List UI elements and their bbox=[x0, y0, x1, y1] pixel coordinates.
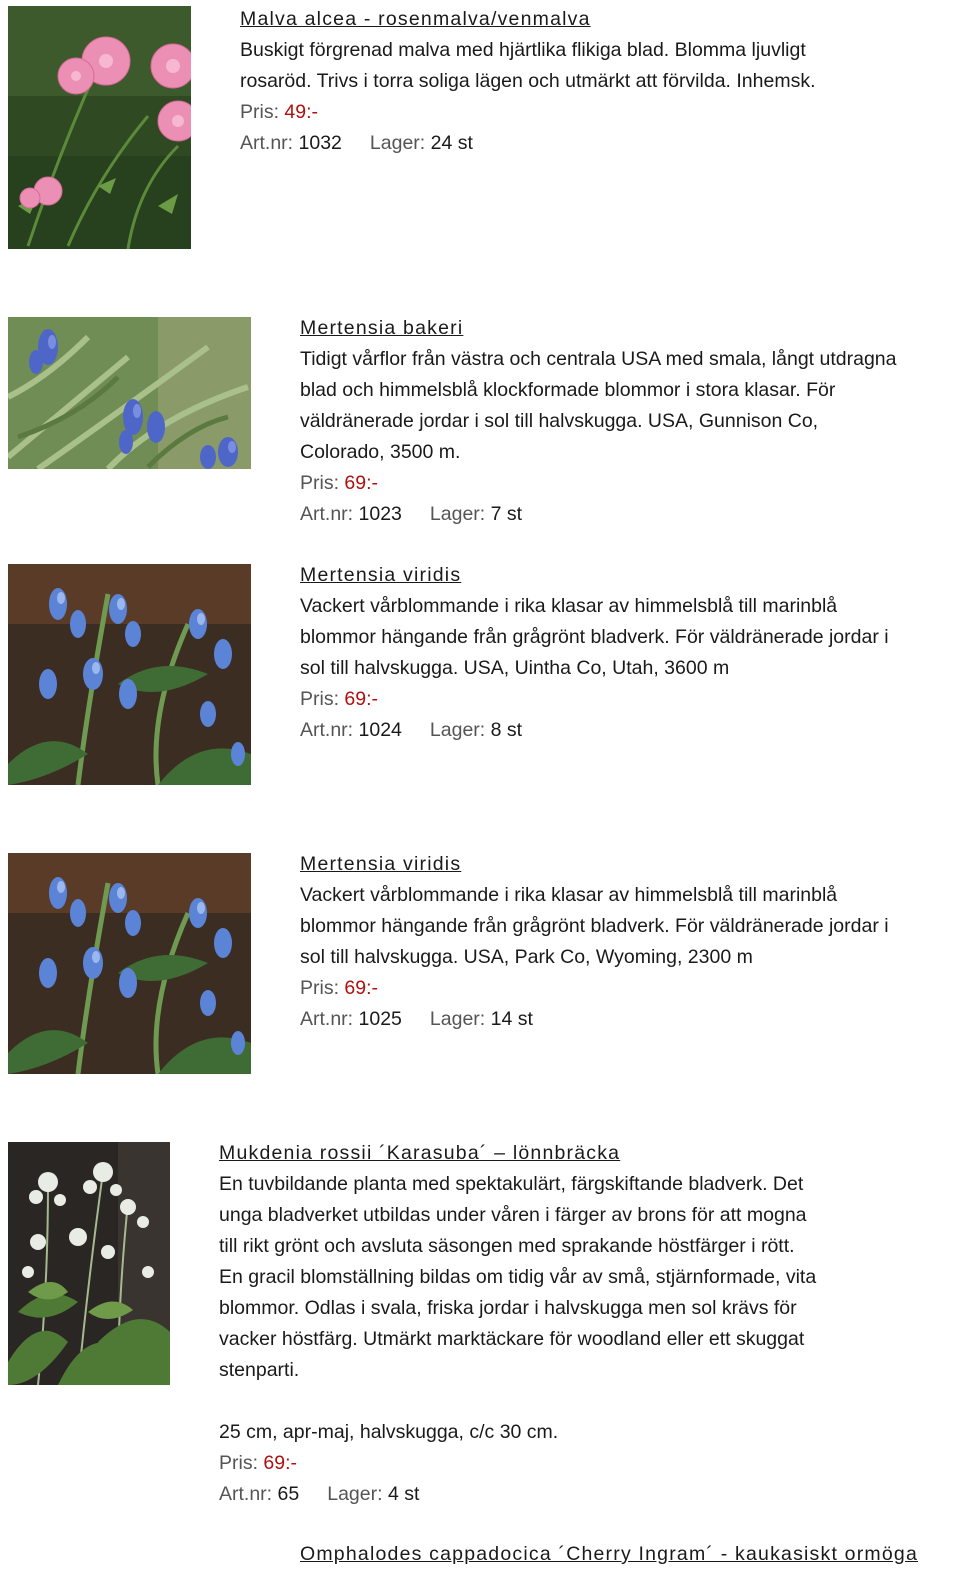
stock-value: 7 st bbox=[490, 503, 523, 525]
artnr-value: 1025 bbox=[358, 1008, 402, 1030]
product-description: Buskigt förgrenad malva med hjärtlika flikiga blad. Blomma ljuvligt rosaröd. Trivs i torra soliga lägen och utmärkt att förvilda. Inhemsk. bbox=[240, 39, 816, 92]
white-flower-image bbox=[8, 1142, 170, 1385]
stock-value: 14 st bbox=[490, 1008, 533, 1030]
stock-label: Lager: bbox=[429, 503, 486, 525]
pink-flower-image bbox=[8, 6, 191, 249]
stock-value: 4 st bbox=[387, 1483, 420, 1505]
product-specs: 25 cm, apr-maj, halvskugga, c/c 30 cm. bbox=[219, 1421, 559, 1443]
artnr-label: Art.nr: bbox=[300, 503, 354, 525]
artnr-value: 65 bbox=[277, 1483, 300, 1505]
artnr-label: Art.nr: bbox=[300, 1008, 354, 1030]
product-image-malva bbox=[8, 6, 191, 249]
meta-row bbox=[300, 715, 950, 746]
product-image-mertensia-bakeri bbox=[8, 317, 251, 469]
price-label: Pris: bbox=[300, 977, 339, 999]
price-value: 49:- bbox=[284, 101, 319, 123]
meta-row bbox=[300, 1004, 950, 1035]
product-title[interactable]: Mertensia viridis bbox=[300, 853, 462, 875]
product-description: Vackert vårblommande i rika klasar av himmelsblå till marinblå blommor hängande från grågrönt bladverk. För väldränerade jordar i sol till halvskugga. USA, Uintha Co, Utah, 3600 m bbox=[300, 595, 889, 679]
price-row bbox=[300, 468, 950, 499]
price-row bbox=[219, 1448, 939, 1479]
product-image-mukdenia bbox=[8, 1142, 170, 1385]
blue-flower-image bbox=[8, 317, 251, 469]
price-label: Pris: bbox=[300, 688, 339, 710]
artnr-label: Art.nr: bbox=[300, 719, 354, 741]
artnr-value: 1032 bbox=[298, 132, 342, 154]
product-image-mertensia-viridis-1 bbox=[8, 564, 251, 785]
artnr-label: Art.nr: bbox=[219, 1483, 273, 1505]
product-title[interactable]: Malva alcea - rosenmalva/venmalva bbox=[240, 8, 591, 30]
price-row bbox=[300, 973, 950, 1004]
stock-label: Lager: bbox=[369, 132, 426, 154]
stock-value: 24 st bbox=[430, 132, 473, 154]
price-label: Pris: bbox=[240, 101, 279, 123]
artnr-label: Art.nr: bbox=[240, 132, 294, 154]
product-description: Tidigt vårflor från västra och centrala USA med smala, långt utdragna blad och himmelsblå klockformade blommor i stora klasar. För väldränerade jordar i sol till halvskugga. USA, Gunnison Co, Colorado, 3500 m. bbox=[300, 348, 897, 463]
product-omphalodes bbox=[300, 1539, 960, 1570]
product-title[interactable]: Mertensia viridis bbox=[300, 564, 462, 586]
price-value: 69:- bbox=[344, 977, 379, 999]
meta-row bbox=[240, 128, 940, 159]
stock-label: Lager: bbox=[327, 1483, 383, 1505]
price-value: 69:- bbox=[344, 688, 379, 710]
product-description: Vackert vårblommande i rika klasar av himmelsblå till marinblå blommor hängande från grågrönt bladverk. För väldränerade jordar i sol till halvskugga. USA, Park Co, Wyoming, 2300 m bbox=[300, 884, 889, 968]
price-row bbox=[300, 684, 950, 715]
price-value: 69:- bbox=[344, 472, 379, 494]
product-title[interactable]: Mertensia bakeri bbox=[300, 317, 464, 339]
artnr-value: 1024 bbox=[358, 719, 402, 741]
product-mertensia-viridis-utah bbox=[300, 560, 950, 746]
artnr-value: 1023 bbox=[358, 503, 402, 525]
product-description: En tuvbildande planta med spektakulärt, färgskiftande bladverk. Det unga bladverket utbildas under våren i färger av brons för att mogna till rikt grönt och avsluta säsongen med sprakande höstfärger i rött. En gracil blomställning bildas om tidig vår av små, stjärnformade, vita blommor. Odlas i svala, friska jordar i halvskugga men sol krävs för vacker höstfärg. Utmärkt marktäckare för woodland eller ett skuggat stenparti. bbox=[219, 1173, 817, 1381]
stock-label: Lager: bbox=[429, 1008, 486, 1030]
meta-row bbox=[219, 1479, 939, 1510]
price-value: 69:- bbox=[263, 1452, 298, 1474]
price-label: Pris: bbox=[219, 1452, 258, 1474]
product-mertensia-bakeri bbox=[300, 313, 950, 530]
product-title[interactable]: Mukdenia rossii ´Karasuba´ – lönnbräcka bbox=[219, 1142, 621, 1164]
product-image-mertensia-viridis-2 bbox=[8, 853, 251, 1074]
product-mertensia-viridis-wyoming bbox=[300, 849, 950, 1035]
product-malva bbox=[240, 4, 940, 159]
stock-label: Lager: bbox=[429, 719, 486, 741]
product-title[interactable]: Omphalodes cappadocica ´Cherry Ingram´ - kaukasiskt ormöga bbox=[300, 1543, 918, 1565]
stock-value: 8 st bbox=[490, 719, 523, 741]
price-row bbox=[240, 97, 940, 128]
product-mukdenia bbox=[219, 1138, 939, 1510]
meta-row bbox=[300, 499, 950, 530]
blue-flower-image bbox=[8, 564, 251, 785]
blue-flower-image bbox=[8, 853, 251, 1074]
price-label: Pris: bbox=[300, 472, 339, 494]
